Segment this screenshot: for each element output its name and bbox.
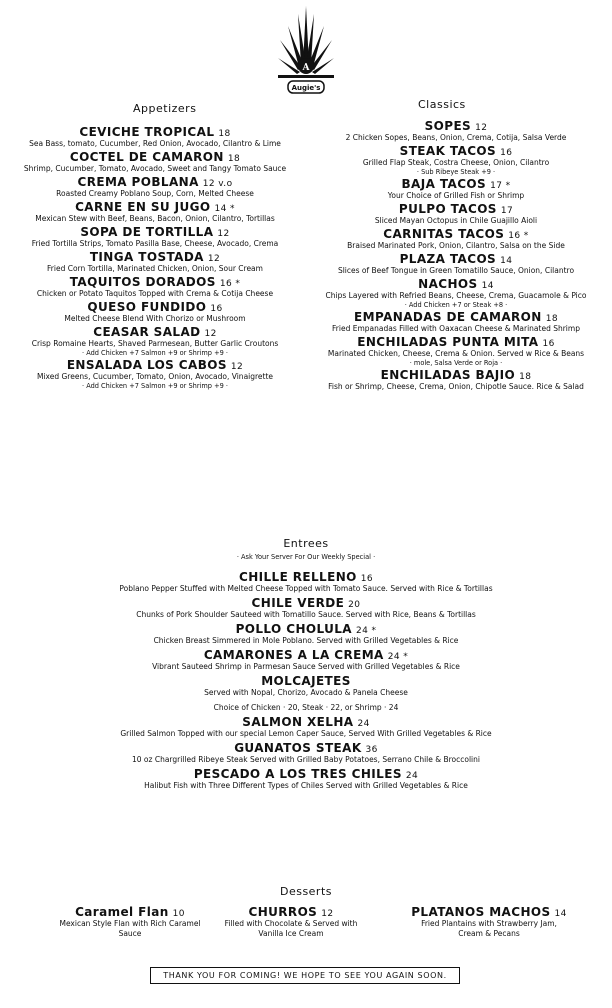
entree-name: MOLCAJETES — [261, 674, 351, 688]
menu-item-addon: · Add Chicken +7 or Steak +8 · — [404, 301, 508, 309]
entree-item — [0, 715, 612, 739]
dessert-title — [206, 905, 376, 919]
entree-options: Choice of Chicken · 20, Steak · 22, or Shrimp · 24 — [213, 703, 399, 712]
entree-price: 24 * — [355, 626, 377, 636]
menu-item-title — [306, 310, 606, 324]
menu-item-name: QUESO FUNDIDO — [87, 300, 207, 314]
menu-item-name: PLAZA TACOS — [399, 252, 497, 266]
entree-item — [0, 596, 612, 620]
menu-item — [306, 202, 606, 226]
menu-item — [306, 177, 606, 201]
entree-price: 24 — [357, 719, 370, 729]
entree-description: Chicken Breast Simmered in Mole Poblano. Served with Grilled Vegetables & Rice — [153, 636, 459, 645]
dessert-name: PLATANOS MACHOS — [411, 905, 551, 919]
menu-item-title — [0, 250, 310, 264]
entree-title — [0, 596, 612, 610]
entree-price: 36 — [365, 745, 378, 755]
menu-item-name: TAQUITOS DORADOS — [69, 275, 216, 289]
menu-item-price: 16 * — [219, 279, 241, 289]
menu-item-description: Grilled Flap Steak, Costra Cheese, Onion, Cilantro — [362, 158, 550, 167]
menu-item-description: Fried Corn Tortilla, Marinated Chicken, Onion, Sour Cream — [47, 264, 263, 273]
menu-item-name: SOPA DE TORTILLA — [80, 225, 214, 239]
menu-item-description: Chips Layered with Refried Beans, Cheese, Crema, Guacamole & Pico — [325, 291, 587, 300]
dessert-description-line2: Sauce — [118, 929, 142, 938]
entree-name: PESCADO A LOS TRES CHILES — [193, 767, 402, 781]
entree-name: CAMARONES A LA CREMA — [203, 648, 384, 662]
menu-item-price: 14 — [500, 256, 513, 266]
menu-item-title — [0, 275, 310, 289]
menu-item — [306, 368, 606, 392]
menu-item-description: Roasted Creamy Poblano Soup, Corn, Melted Cheese — [56, 189, 254, 198]
dessert-name: CHURROS — [248, 905, 318, 919]
menu-item-title — [0, 150, 310, 164]
menu-item-title — [0, 175, 310, 189]
menu-item-title — [0, 200, 310, 214]
menu-item — [0, 125, 310, 149]
logo — [276, 4, 336, 100]
menu-item-price: 12 v.o — [202, 179, 233, 189]
entree-title — [0, 715, 612, 729]
entree-price: 24 * — [387, 652, 409, 662]
dessert-price: 12 — [321, 909, 334, 919]
entree-item — [0, 648, 612, 672]
menu-item — [306, 335, 606, 367]
entree-name: SALMON XELHA — [242, 715, 354, 729]
menu-item-name: SOPES — [424, 119, 472, 133]
dessert-item — [404, 905, 574, 939]
dessert-item — [206, 905, 376, 939]
desserts-heading: Desserts — [279, 885, 333, 898]
dessert-price: 14 — [554, 909, 567, 919]
menu-item — [306, 277, 606, 309]
dessert-item — [45, 905, 215, 939]
entree-title — [0, 674, 612, 688]
dessert-price: 10 — [172, 909, 185, 919]
entree-item — [0, 622, 612, 646]
menu-item-description: Your Choice of Grilled Fish or Shrimp — [387, 191, 525, 200]
menu-item — [306, 119, 606, 143]
menu-item-name: STEAK TACOS — [399, 144, 497, 158]
menu-item-addon: · mole, Salsa Verde or Roja · — [409, 359, 503, 367]
entree-name: CHILE VERDE — [251, 596, 345, 610]
menu-item-name: ENSALADA LOS CABOS — [66, 358, 227, 372]
menu-item-title — [0, 300, 310, 314]
menu-item-description: Slices of Beef Tongue in Green Tomatillo Sauce, Onion, Cilantro — [337, 266, 575, 275]
menu-item-title — [0, 358, 310, 372]
dessert-description-line2: Vanilla Ice Cream — [258, 929, 324, 938]
entree-description: Halibut Fish with Three Different Types of Chiles Served with Grilled Vegetables & Rice — [144, 781, 468, 790]
menu-item — [0, 175, 310, 199]
menu-item — [306, 227, 606, 251]
entree-item — [0, 570, 612, 594]
menu-item-name: CEASAR SALAD — [93, 325, 201, 339]
entree-name: CHILLE RELLENO — [238, 570, 357, 584]
menu-item-price: 18 — [519, 372, 532, 382]
menu-item-price: 12 — [230, 362, 244, 372]
dessert-description-line1: Filled with Chocolate & Served with — [224, 919, 358, 928]
menu-item-description: Marinated Chicken, Cheese, Crema & Onion. Served w Rice & Beans — [327, 349, 585, 358]
menu-item — [0, 200, 310, 224]
menu-item-title — [306, 335, 606, 349]
classics-section — [306, 119, 606, 393]
entree-description: Poblano Pepper Stuffed with Melted Cheese Topped with Tomato Sauce. Served with Rice & Tortillas — [119, 584, 493, 593]
menu-item-name: EMPANADAS DE CAMARON — [354, 310, 542, 324]
menu-item-description: Mixed Greens, Cucumber, Tomato, Onion, Avocado, Vinaigrette — [36, 372, 274, 381]
menu-item-price: 14 — [481, 281, 494, 291]
menu-item-addon: · Add Chicken +7 Salmon +9 or Shrimp +9 · — [82, 349, 228, 357]
menu-item-description: Sea Bass, tomato, Cucumber, Red Onion, Avocado, Cilantro & Lime — [29, 139, 281, 148]
entree-item — [0, 741, 612, 765]
menu-item — [0, 325, 310, 357]
dessert-description-line2: Cream & Pecans — [458, 929, 520, 938]
menu-item-description: Fish or Shrimp, Cheese, Crema, Onion, Chipotle Sauce. Rice & Salad — [328, 382, 584, 391]
menu-item-description: 2 Chicken Sopes, Beans, Onion, Crema, Cotija, Salsa Verde — [345, 133, 567, 142]
menu-item-title — [306, 144, 606, 158]
dessert-description-line1: Fried Plantains with Strawberry Jam, — [421, 919, 557, 928]
entree-description: 10 oz Chargrilled Ribeye Steak Served with Grilled Baby Potatoes, Serrano Chile & Broccolini — [132, 755, 480, 764]
menu-item-name: CARNITAS TACOS — [383, 227, 505, 241]
entrees-section — [0, 570, 612, 793]
entree-title — [0, 767, 612, 781]
entree-item — [0, 767, 612, 791]
entrees-heading: Entrees — [283, 537, 329, 550]
menu-item-price: 18 — [545, 314, 558, 324]
appetizers-heading: Appetizers — [133, 102, 197, 115]
menu-item-name: PULPO TACOS — [398, 202, 497, 216]
classics-heading: Classics — [418, 98, 466, 111]
entree-title — [0, 648, 612, 662]
entree-description: Grilled Salmon Topped with our special Lemon Caper Sauce, Served With Grilled Vegetables & Rice — [120, 729, 492, 738]
menu-item-title — [306, 277, 606, 291]
entrees-subheading: · Ask Your Server For Our Weekly Special · — [236, 553, 376, 561]
menu-item-addon: · Add Chicken +7 Salmon +9 or Shrimp +9 · — [82, 382, 228, 390]
menu-item-price: 12 — [207, 254, 221, 264]
menu-item-description: Fried Tortilla Strips, Tomato Pasilla Base, Cheese, Avocado, Crema — [31, 239, 279, 248]
menu-item-description: Braised Marinated Pork, Onion, Cilantro, Salsa on the Side — [347, 241, 565, 250]
entree-description: Served with Nopal, Chorizo, Avocado & Panela Cheese — [204, 688, 408, 697]
dessert-title — [45, 905, 215, 919]
menu-item-description: Sliced Mayan Octopus in Chile Guajillo Aioli — [374, 216, 538, 225]
menu-item-price: 12 — [475, 123, 488, 133]
menu-item-name: NACHOS — [418, 277, 478, 291]
menu-item — [0, 150, 310, 174]
entree-price: 16 — [360, 574, 374, 584]
menu-item-name: TINGA TOSTADA — [89, 250, 204, 264]
menu-item-name: ENCHILADAS PUNTA MITA — [357, 335, 539, 349]
menu-item-title — [306, 227, 606, 241]
menu-item-name: COCTEL DE CAMARON — [69, 150, 224, 164]
appetizers-section — [0, 125, 310, 391]
entree-name: GUANATOS STEAK — [234, 741, 362, 755]
menu-item-name: BAJA TACOS — [401, 177, 487, 191]
menu-item-name: CREMA POBLANA — [77, 175, 199, 189]
menu-item-name: CARNE EN SU JUGO — [75, 200, 211, 214]
menu-item-title — [306, 368, 606, 382]
menu-item — [0, 358, 310, 390]
entree-item — [0, 674, 612, 713]
menu-item-description: Shrimp, Cucumber, Tomato, Avocado, Sweet and Tangy Tomato Sauce — [23, 164, 287, 173]
menu-item-title — [0, 125, 310, 139]
menu-item — [0, 250, 310, 274]
dessert-title — [404, 905, 574, 919]
menu-item-description: Fried Empanadas Filled with Oaxacan Cheese & Marinated Shrimp — [332, 324, 580, 333]
menu-item-description: Crisp Romaine Hearts, Shaved Parmesean, Butter Garlic Croutons — [31, 339, 279, 348]
menu-item-price: 18 — [218, 129, 231, 139]
entree-description: Vibrant Sauteed Shrimp in Parmesan Sauce Served with Grilled Vegetables & Rice — [152, 662, 460, 671]
menu-item-title — [306, 202, 606, 216]
menu-item-price: 17 — [500, 206, 514, 216]
entree-name: POLLO CHOLULA — [235, 622, 352, 636]
menu-item-title — [306, 252, 606, 266]
menu-item-price: 17 * — [490, 181, 511, 191]
menu-item-name: CEVICHE TROPICAL — [79, 125, 215, 139]
entree-description: Chunks of Pork Shoulder Sauteed with Tomatillo Sauce. Served with Rice, Beans & Tortillas — [136, 610, 476, 619]
menu-item-name: ENCHILADAS BAJIO — [380, 368, 516, 382]
menu-item-price: 18 — [227, 154, 241, 164]
menu-item-title — [306, 177, 606, 191]
menu-item-description: Chicken or Potato Taquitos Topped with Crema & Cotija Cheese — [36, 289, 274, 298]
entree-title — [0, 741, 612, 755]
entree-price: 24 — [405, 771, 419, 781]
dessert-description-line1: Mexican Style Flan with Rich Caramel — [59, 919, 201, 928]
menu-item — [306, 252, 606, 276]
entree-price: 20 — [348, 600, 361, 610]
footer-message: THANK YOU FOR COMING! WE HOPE TO SEE YOU AGAIN SOON. — [150, 967, 460, 984]
dessert-name: Caramel Flan — [75, 905, 169, 919]
menu-item — [0, 300, 310, 324]
menu-item-title — [0, 225, 310, 239]
menu-item-price: 16 * — [508, 231, 529, 241]
menu-item-price: 16 — [500, 148, 513, 158]
menu-item-price: 16 — [210, 304, 223, 314]
menu-item-price: 14 * — [214, 204, 235, 214]
menu-item — [0, 225, 310, 249]
menu-item-price: 16 — [542, 339, 555, 349]
menu-item — [0, 275, 310, 299]
svg-text:A: A — [302, 63, 310, 73]
entree-title — [0, 622, 612, 636]
menu-item-description: Melted Cheese Blend With Chorizo or Mushroom — [64, 314, 246, 323]
entree-title — [0, 570, 612, 584]
menu-item-title — [0, 325, 310, 339]
menu-item-price: 12 — [217, 229, 230, 239]
menu-item — [306, 310, 606, 334]
menu-item — [306, 144, 606, 176]
menu-item-price: 12 — [204, 329, 217, 339]
svg-text:Augie's: Augie's — [291, 84, 321, 92]
agave-logo-icon — [276, 4, 336, 100]
menu-item-title — [306, 119, 606, 133]
menu-item-description: Mexican Stew with Beef, Beans, Bacon, Onion, Cilantro, Tortillas — [35, 214, 275, 223]
menu-item-addon: · Sub Ribeye Steak +9 · — [416, 168, 496, 176]
